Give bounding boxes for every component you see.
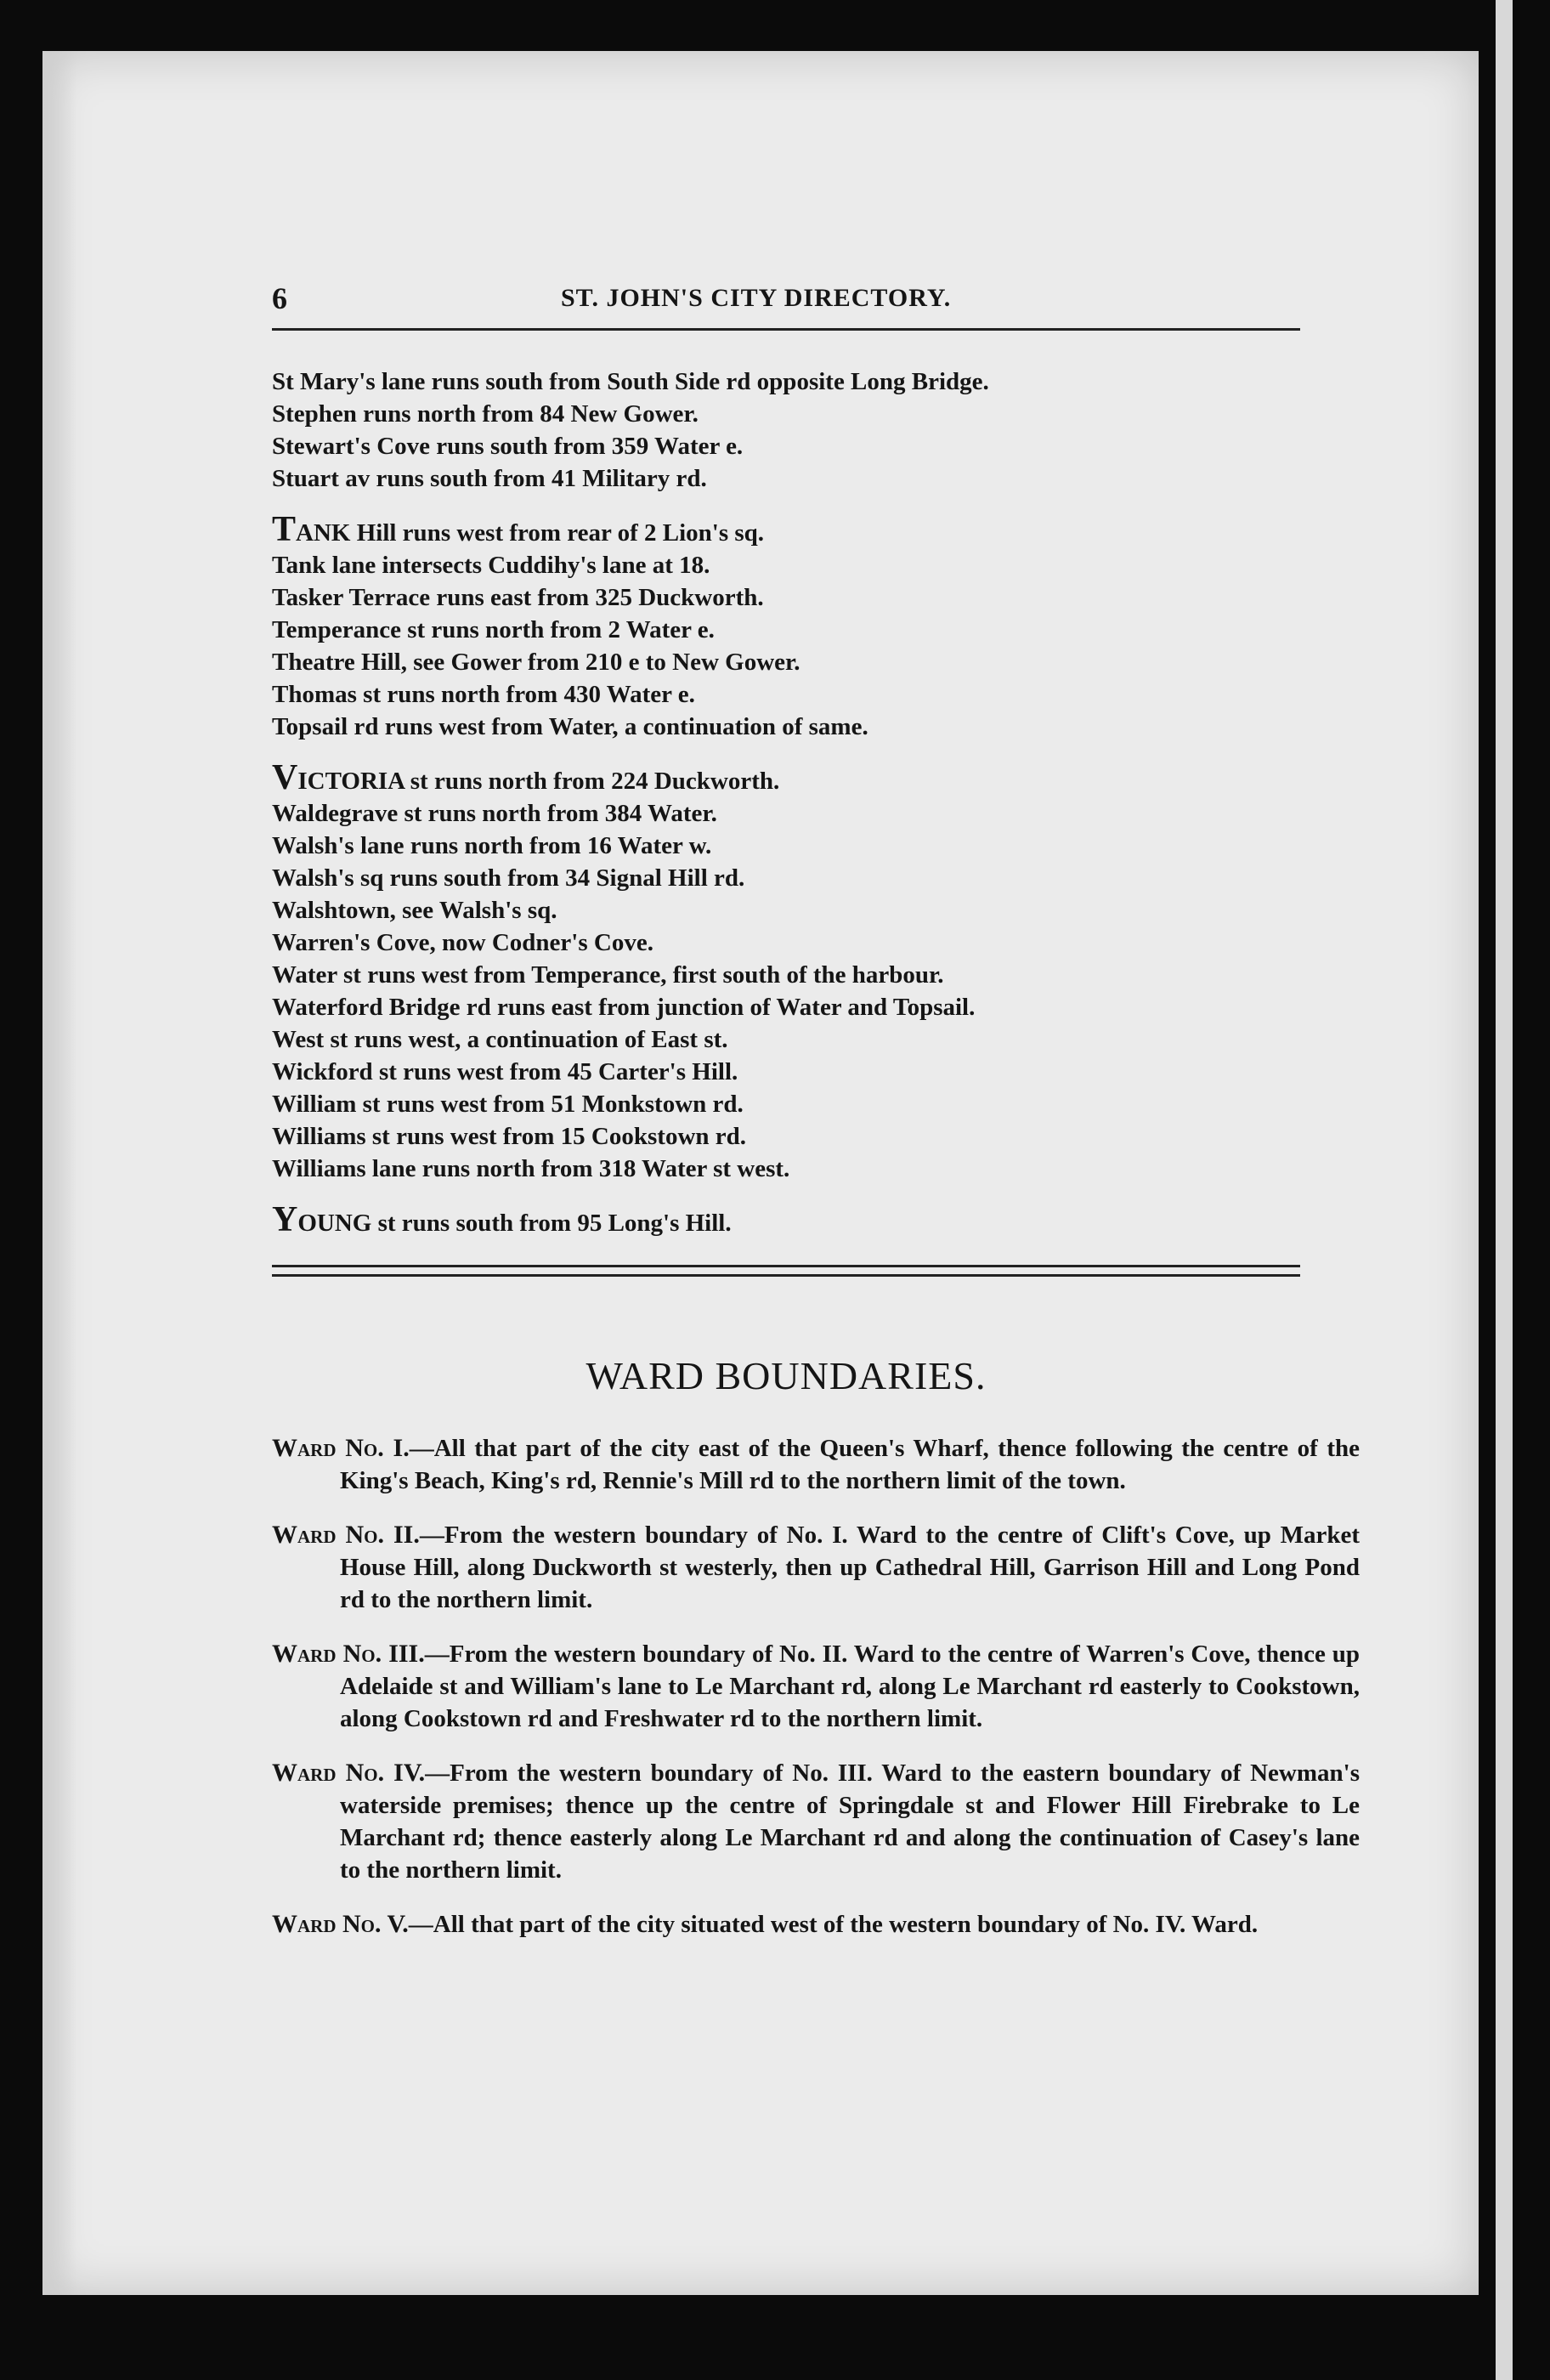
ward-label: Ward No. IV. bbox=[272, 1759, 426, 1787]
street-entry: Williams lane runs north from 318 Water st west. bbox=[272, 1155, 790, 1182]
ward-label: Ward No. I. bbox=[272, 1434, 410, 1462]
section-title: WARD BOUNDARIES. bbox=[585, 1354, 987, 1397]
street-entry: Temperance st runs north from 2 Water e. bbox=[272, 616, 715, 643]
ward-label: Ward No. V. bbox=[272, 1910, 409, 1938]
page-header bbox=[272, 272, 1351, 332]
street-entry: Walsh's sq runs south from 34 Signal Hill rd. bbox=[272, 864, 745, 892]
ward-boundaries-list bbox=[272, 1432, 1360, 1941]
street-entry-text: ANK Hill runs west from rear of 2 Lion's sq. bbox=[296, 519, 765, 547]
ward-text: —All that part of the city situated west of the western boundary of No. IV. Ward. bbox=[408, 1911, 1259, 1938]
street-entry: Waldegrave st runs north from 384 Water. bbox=[272, 800, 717, 827]
section-initial: V bbox=[272, 758, 298, 797]
ward-text: —From the western boundary of No. I. Ward to the centre of Clift's Cove, up Market House Hill, along Duckworth st westerly, then up Cathedral Hill, Garrison Hill and Long Pond rd to the northern limit. bbox=[340, 1522, 1360, 1613]
street-entry: Tasker Terrace runs east from 325 Duckworth. bbox=[272, 584, 764, 611]
street-entry: Topsail rd runs west from Water, a continuation of same. bbox=[272, 713, 868, 740]
street-entry: Wickford st runs west from 45 Carter's Hill. bbox=[272, 1058, 738, 1085]
adjacent-page-edge bbox=[1496, 0, 1513, 2380]
street-entry: Theatre Hill, see Gower from 210 e to New Gower. bbox=[272, 649, 800, 676]
street-entry: Tank lane intersects Cuddihy's lane at 18. bbox=[272, 552, 710, 579]
street-entry-lead bbox=[272, 510, 1351, 549]
ward-label: Ward No. II. bbox=[272, 1521, 420, 1549]
street-entry: Waterford Bridge rd runs east from junction of Water and Topsail. bbox=[272, 994, 976, 1021]
street-entry-text: OUNG st runs south from 95 Long's Hill. bbox=[297, 1210, 732, 1237]
street-entry: St Mary's lane runs south from South Side rd opposite Long Bridge. bbox=[272, 368, 989, 395]
section-initial: T bbox=[272, 510, 297, 549]
ward-text: —From the western boundary of No. II. Ward to the centre of Warren's Cove, thence up Adelaide st and William's lane to Le Marchant rd, along Le Marchant rd easterly to Cookstown, along Cookstown rd and Freshwater rd to the northern limit. bbox=[340, 1640, 1360, 1732]
header-rule bbox=[272, 328, 1300, 331]
ward-label: Ward No. III. bbox=[272, 1640, 425, 1668]
ward-text: —From the western boundary of No. III. Ward to the eastern boundary of Newman's waterside premises; thence up the centre of Springdale st and Flower Hill Firebrake to Le Marchant rd; thence easterly along Le Marchant rd and along the continuation of Casey's lane to the northern limit. bbox=[340, 1760, 1360, 1884]
entry-group-v-w bbox=[272, 758, 1351, 1185]
running-title: ST. JOHN'S CITY DIRECTORY. bbox=[561, 284, 952, 312]
ward-paragraph bbox=[272, 1638, 1360, 1735]
street-entry: Thomas st runs north from 430 Water e. bbox=[272, 681, 695, 708]
street-entry: Walsh's lane runs north from 16 Water w. bbox=[272, 832, 712, 859]
street-entry-text: ICTORIA st runs north from 224 Duckworth. bbox=[297, 768, 780, 795]
street-entries bbox=[272, 366, 1351, 1239]
ward-paragraph bbox=[272, 1432, 1360, 1497]
street-entry: Stephen runs north from 84 New Gower. bbox=[272, 400, 699, 428]
section-divider bbox=[272, 1265, 1300, 1277]
street-entry-lead bbox=[272, 758, 1351, 797]
street-entry: Stuart av runs south from 41 Military rd. bbox=[272, 465, 707, 492]
street-entry-lead bbox=[272, 1200, 1351, 1239]
ward-paragraph bbox=[272, 1519, 1360, 1616]
street-entry: West st runs west, a continuation of East st. bbox=[272, 1026, 728, 1053]
street-entry: William st runs west from 51 Monkstown rd. bbox=[272, 1091, 744, 1118]
ward-paragraph bbox=[272, 1757, 1360, 1886]
street-entry: Williams st runs west from 15 Cookstown rd. bbox=[272, 1123, 747, 1150]
street-entry: Walshtown, see Walsh's sq. bbox=[272, 897, 557, 924]
street-entry: Water st runs west from Temperance, first south of the harbour. bbox=[272, 961, 944, 989]
entry-group-s bbox=[272, 366, 1351, 495]
page-number: 6 bbox=[272, 281, 287, 315]
entry-group-t bbox=[272, 510, 1351, 743]
ward-text: —All that part of the city east of the Queen's Wharf, thence following the centre of the King's Beach, King's rd, Rennie's Mill rd to the northern limit of the town. bbox=[340, 1435, 1360, 1494]
section-initial: Y bbox=[272, 1200, 298, 1239]
entry-group-y bbox=[272, 1200, 1351, 1239]
street-entry: Stewart's Cove runs south from 359 Water e. bbox=[272, 433, 744, 460]
page-content bbox=[272, 272, 1360, 1963]
ward-paragraph bbox=[272, 1908, 1360, 1941]
street-entry: Warren's Cove, now Codner's Cove. bbox=[272, 929, 653, 956]
